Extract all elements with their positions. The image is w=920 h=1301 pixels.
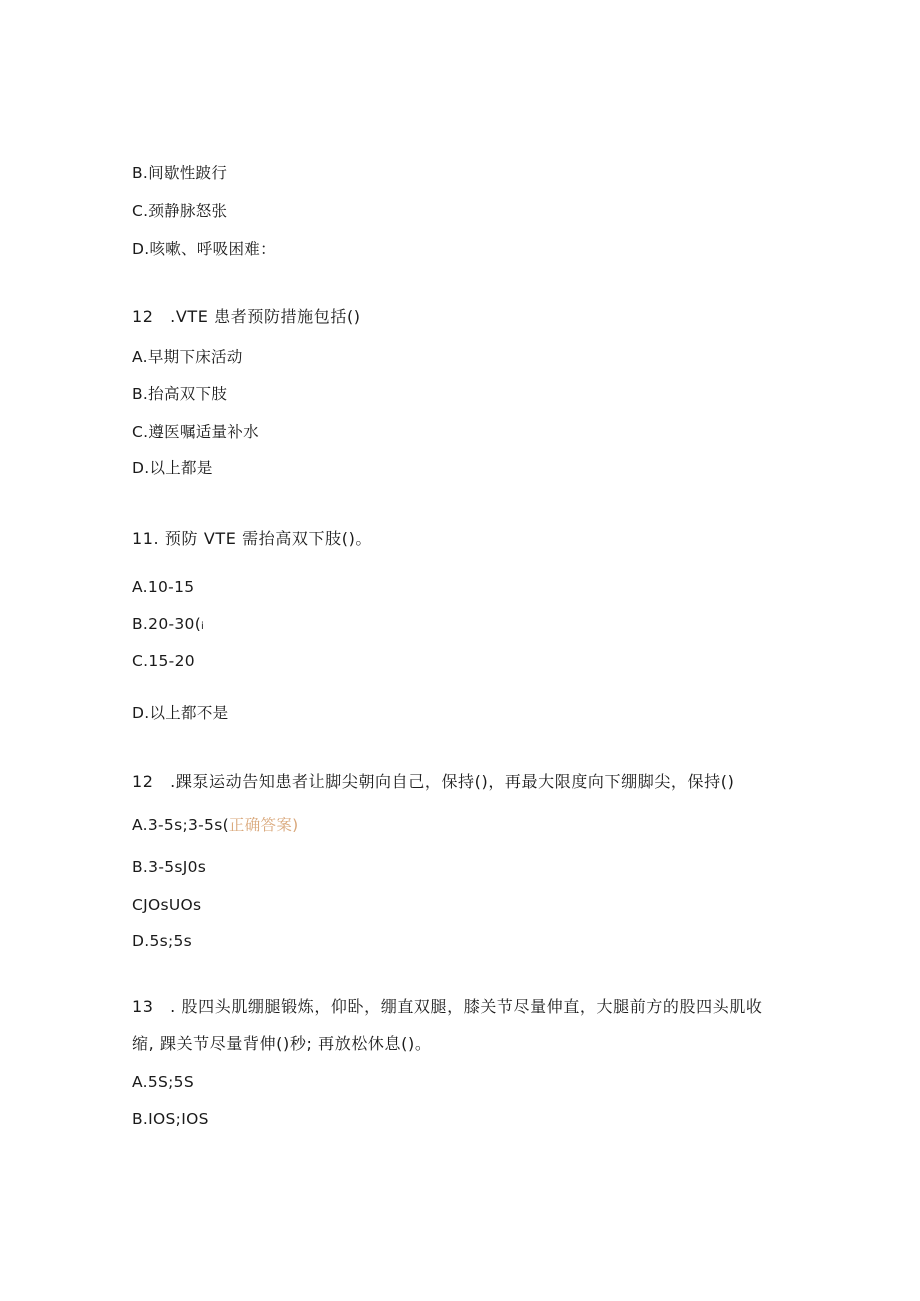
option-c: C.15-20 xyxy=(132,652,195,670)
option-a xyxy=(132,815,298,835)
option-c: C.遵医嘱适量补水 xyxy=(132,423,259,441)
option-d: D.5s;5s xyxy=(132,932,193,950)
question-13-line-1: 13 . 股四头肌绷腿锻炼，仰卧，绷直双腿，膝关节尽量伸直，大腿前方的股四头肌收 xyxy=(132,997,763,1016)
option-d: D.咳嗽、呼吸困难： xyxy=(132,240,276,258)
option-b: B.间歇性跛行 xyxy=(132,164,228,182)
question-11: 11. 预防 VTE 需抬高双下肢()。 xyxy=(132,529,373,548)
question-12-ankle-pump: 12 .踝泵运动告知患者让脚尖朝向自己，保持()，再最大限度向下绷脚尖，保持() xyxy=(132,772,735,791)
question-12-vte: 12 .VTE 患者预防措施包括() xyxy=(132,307,361,326)
option-d: D.以上都是 xyxy=(132,459,213,477)
option-b-mark: i xyxy=(201,621,205,632)
option-b: B.IOS;IOS xyxy=(132,1110,209,1128)
option-b: B.3-5sJ0s xyxy=(132,858,207,876)
option-d: D.以上都不是 xyxy=(132,704,229,722)
option-b xyxy=(132,614,204,637)
option-c: C.颈静脉怒张 xyxy=(132,202,228,220)
option-a-text: A.3-5s;3-5s( xyxy=(132,816,229,834)
option-b-text: B.20-30( xyxy=(132,615,202,633)
option-a: A.5S;5S xyxy=(132,1073,194,1091)
question-13-line-2: 缩, 踝关节尽量背伸()秒; 再放松休息()。 xyxy=(132,1034,432,1053)
option-a: A.10-15 xyxy=(132,578,195,596)
option-a: A.早期下床活动 xyxy=(132,348,243,366)
option-b: B.抬高双下肢 xyxy=(132,385,228,403)
option-c: CJOsUOs xyxy=(132,896,202,914)
correct-answer-mark: 正确答案) xyxy=(228,816,299,834)
